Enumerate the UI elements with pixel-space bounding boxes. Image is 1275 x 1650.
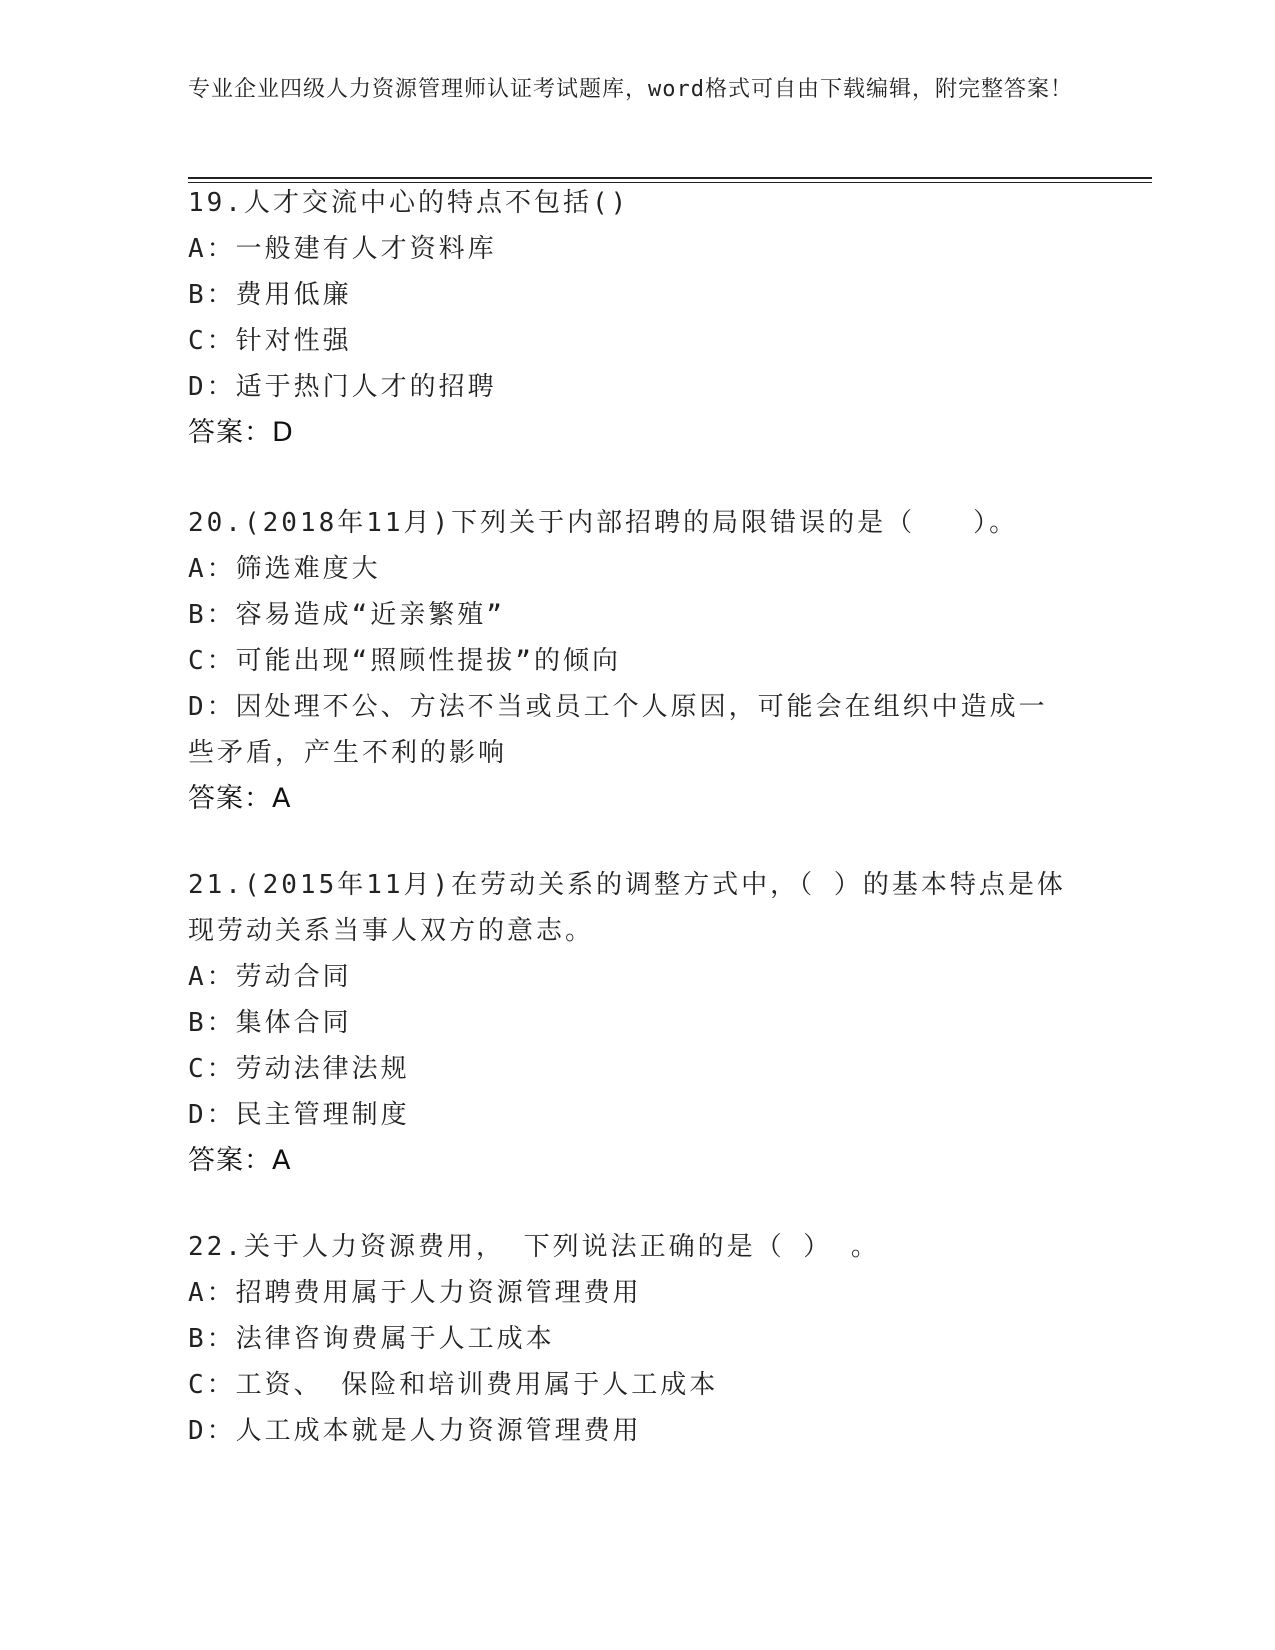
option-d: D：民主管理制度 <box>188 1100 410 1130</box>
option-b: B：集体合同 <box>188 1008 352 1038</box>
option-d: D：因处理不公、方法不当或员工个人原因，可能会在组织中造成一些矛盾，产生不利的影响 <box>188 692 1048 768</box>
question-stem: 20.(2018年11月)下列关于内部招聘的局限错误的是（ ）。 <box>188 508 1019 538</box>
option-a: A：一般建有人才资料库 <box>188 234 497 264</box>
option-c: C：可能出现“照顾性提拔”的倾向 <box>188 646 621 676</box>
header-divider-thick <box>188 177 1152 179</box>
question-21 <box>188 862 1088 1184</box>
question-stem: 22.关于人力资源费用， 下列说法正确的是（ ） 。 <box>188 1232 880 1262</box>
question-22 <box>188 1224 1088 1454</box>
option-a: A：招聘费用属于人力资源管理费用 <box>188 1278 642 1308</box>
option-a: A：筛选难度大 <box>188 554 381 584</box>
answer-label: 答案：A <box>188 1145 292 1176</box>
question-19 <box>188 180 1088 456</box>
option-b: B：法律咨询费属于人工成本 <box>188 1324 555 1354</box>
answer-label: 答案：D <box>188 417 294 448</box>
option-d: D：适于热门人才的招聘 <box>188 372 497 402</box>
question-stem: 21.(2015年11月)在劳动关系的调整方式中，（ ）的基本特点是体现劳动关系当事人双方的意志。 <box>188 870 1066 946</box>
option-c: C：工资、 保险和培训费用属于人工成本 <box>188 1370 719 1400</box>
option-b: B：容易造成“近亲繁殖” <box>188 600 505 630</box>
option-d: D：人工成本就是人力资源管理费用 <box>188 1416 642 1446</box>
question-stem: 19.人才交流中心的特点不包括() <box>188 188 630 218</box>
option-c: C：劳动法律法规 <box>188 1054 410 1084</box>
answer-label: 答案：A <box>188 783 292 814</box>
question-20 <box>188 500 1088 822</box>
option-b: B：费用低廉 <box>188 280 352 310</box>
option-c: C：针对性强 <box>188 326 352 356</box>
option-a: A：劳动合同 <box>188 962 352 992</box>
document-header: 专业企业四级人力资源管理师认证考试题库，word格式可自由下载编辑，附完整答案！ <box>188 77 1073 102</box>
